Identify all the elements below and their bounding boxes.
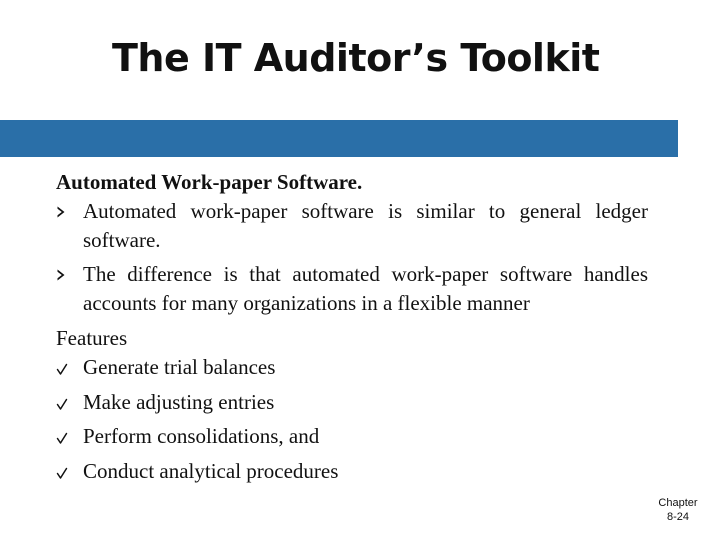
slide-body [56,168,648,491]
bullet-text: Automated work-paper software is similar to general ledger software. [83,199,648,252]
list-item [56,197,648,255]
checkmark-icon [56,353,70,382]
subject-heading: Automated Work-paper Software. [56,170,363,194]
features-heading: Features [56,326,128,350]
list-item [56,388,648,417]
arrow-bullet-icon [56,260,70,289]
arrow-bullet-icon [56,197,70,226]
title-accent-bar [0,120,678,157]
feature-text: Perform consolidations, and [83,424,320,448]
list-item [56,422,648,451]
chapter-page-label [650,496,706,524]
feature-list [56,353,648,486]
page-number: 8-24 [666,511,690,523]
list-item [56,353,648,382]
list-item [56,457,648,486]
arrow-bullet-list [56,197,648,318]
checkmark-icon [56,457,70,486]
feature-text: Generate trial balances [83,355,276,379]
bullet-text: The difference is that automated work-paper software handles accounts for many organizations in a flexible manner [83,262,648,315]
checkmark-icon [56,422,70,451]
feature-text: Conduct analytical procedures [83,458,339,483]
list-item [56,260,648,318]
chapter-label: Chapter [658,497,698,509]
slide-title: The IT Auditor’s Toolkit [112,36,600,80]
checkmark-icon [56,388,70,417]
feature-text: Make adjusting entries [83,389,275,414]
